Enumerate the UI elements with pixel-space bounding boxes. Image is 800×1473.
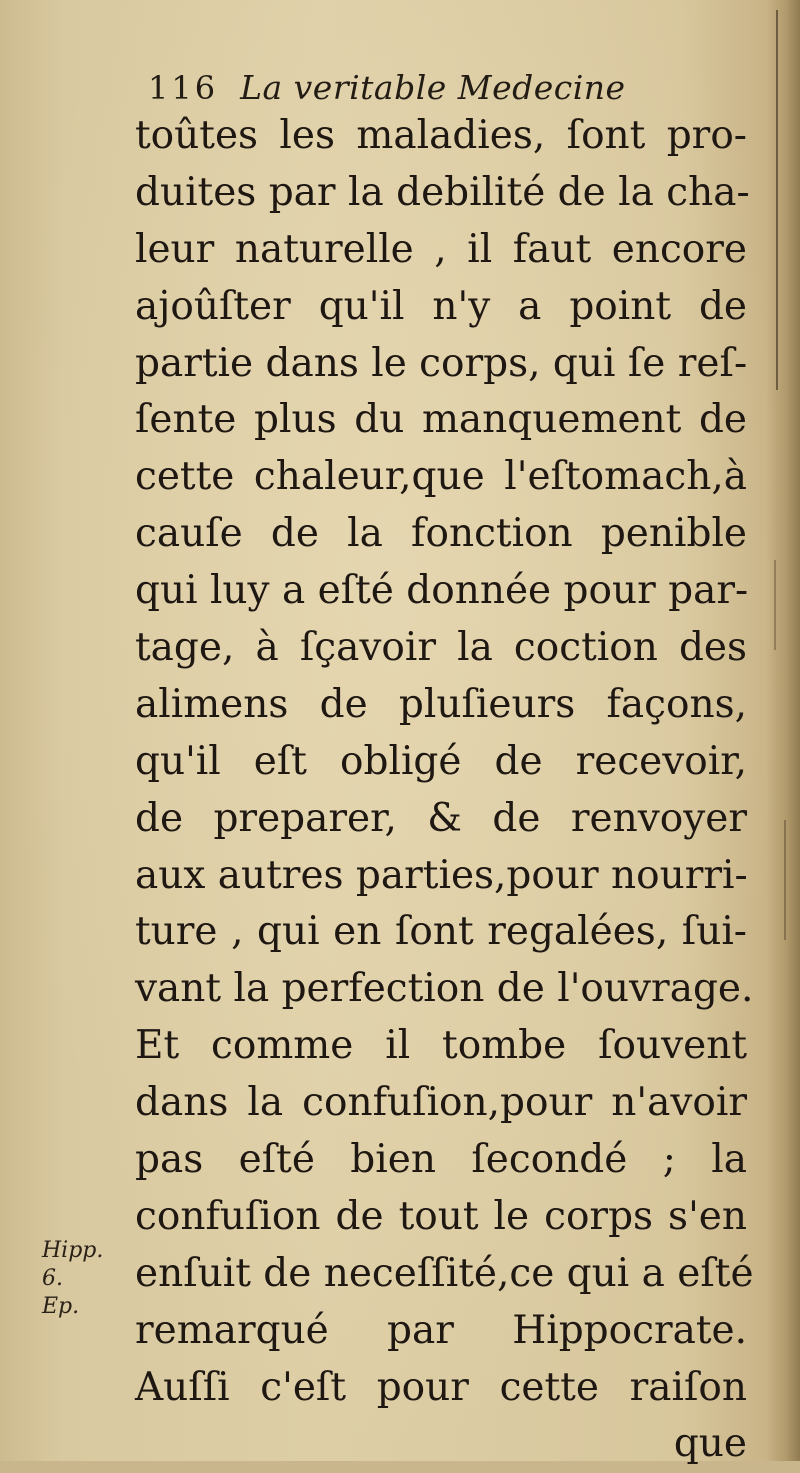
gutter-crease <box>776 10 778 390</box>
text-line: alimens de pluſieurs façons, <box>135 681 747 727</box>
body-text <box>135 108 754 1473</box>
text-line: duites par la debilité de la cha- <box>135 169 750 215</box>
text-line: partie dans le corps, qui ſe reſ- <box>135 340 748 386</box>
text-line: remarqué par Hippocrate. <box>135 1307 747 1353</box>
catchword: que <box>673 1421 747 1467</box>
text-line: enſuit de neceſſité,ce qui a eſté <box>135 1250 754 1296</box>
text-line: Et comme il tombe ſouvent <box>135 1023 747 1069</box>
text-line: ture , qui en ſont regalées, ſui- <box>135 909 747 955</box>
margin-note-reference: Ep. <box>42 1294 80 1319</box>
text-line: leur naturelle , il faut encore <box>135 226 747 272</box>
gutter-crease <box>774 560 776 650</box>
text-line: toûtes les maladies, ſont pro- <box>135 113 747 158</box>
text-line: qu'il eſt obligé de recevoir, <box>135 738 747 784</box>
page-gutter-shadow <box>766 0 800 1461</box>
margin-note-reference: Hipp. <box>42 1238 104 1263</box>
text-line: Auſſi c'eſt pour cette raiſon <box>135 1364 747 1410</box>
text-line: pas eſté bien ſecondé ; la <box>135 1137 747 1183</box>
text-line: de preparer, & de renvoyer <box>135 795 747 841</box>
text-line: confuſion de tout le corps s'en <box>135 1193 747 1239</box>
text-line: aux autres parties,pour nourri- <box>135 852 748 898</box>
text-line: dans la confuſion,pour n'avoir <box>135 1080 747 1126</box>
text-line: ajoûſter qu'il n'y a point de <box>135 283 747 329</box>
margin-note-reference: 6. <box>42 1266 63 1291</box>
text-line: tage, à ſçavoir la coction des <box>135 625 747 671</box>
text-line: ſente plus du manquement de <box>135 397 747 443</box>
page-number: 116 <box>148 69 219 107</box>
text-line: cauſe de la fonction penible <box>135 511 747 557</box>
gutter-crease <box>784 820 786 940</box>
running-title: La veritable Medecine <box>240 68 626 107</box>
text-line: vant la perfection de l'ouvrage. <box>135 966 754 1012</box>
text-line: cette chaleur,que l'eſtomach,à <box>135 454 747 500</box>
text-line: qui luy a eſté donnée pour par- <box>135 568 749 614</box>
